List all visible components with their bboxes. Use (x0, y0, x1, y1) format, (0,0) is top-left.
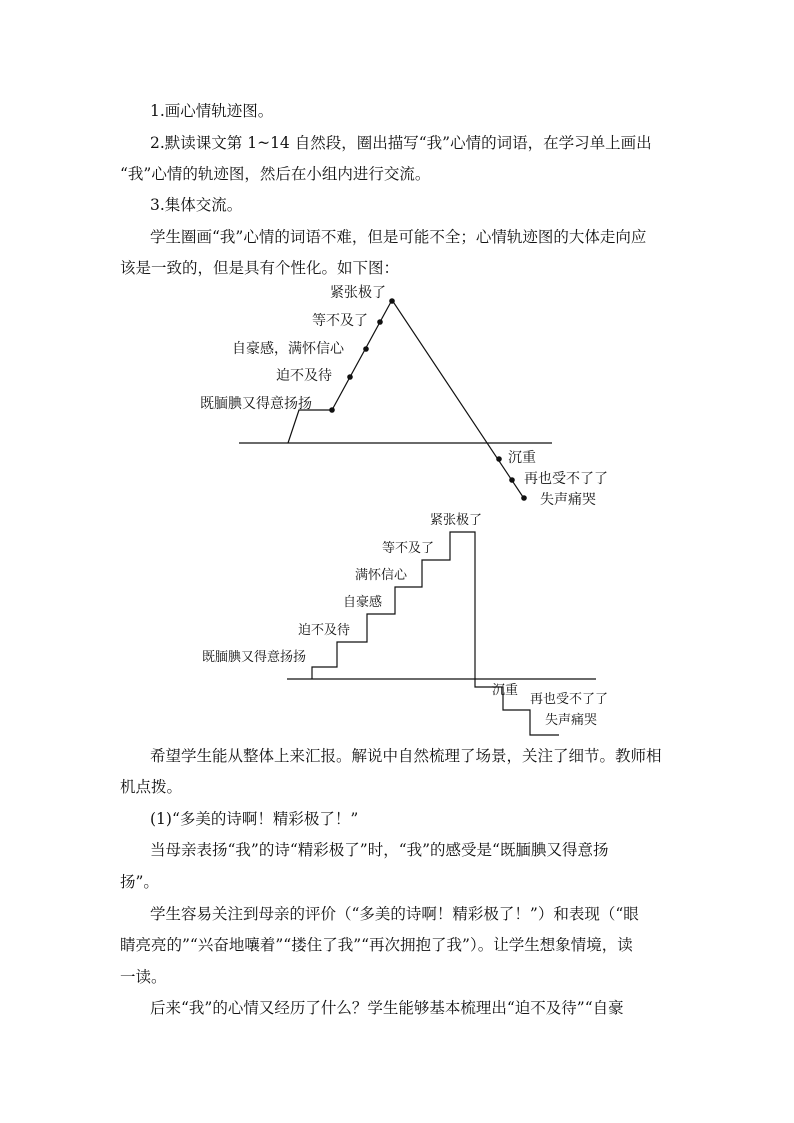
stair-zihao: 自豪感 (343, 595, 383, 610)
label-miantian: 既腼腆又得意扬扬 (200, 396, 312, 412)
stair-shisheng: 失声痛哭 (545, 713, 598, 728)
para-4-line-2: 该是一致的，但是具有个性化。如下图： (120, 259, 400, 277)
label-pobujidai: 迫不及待 (276, 368, 332, 384)
stair-zaiyeshou: 再也受不了了 (530, 692, 609, 707)
stair-miantian: 既腼腆又得意扬扬 (202, 650, 307, 665)
label-zihao: 自豪感，满怀信心 (232, 341, 344, 357)
stair-pobujidai: 迫不及待 (298, 623, 351, 638)
para-9-line-1: 后来“我”的心情又经历了什么？学生能够基本梳理出“迫不及待”“自豪 (150, 999, 624, 1017)
para-7-line-2: 扬”。 (120, 873, 159, 891)
label-zaiyeshou: 再也受不了了 (524, 471, 608, 487)
label-jinzhang: 紧张极了 (330, 285, 386, 301)
para-8-line-3: 一读。 (120, 968, 167, 986)
para-7-line-1: 当母亲表扬“我”的诗“精彩极了”时，“我”的感受是“既腼腆又得意扬 (150, 841, 609, 859)
stair-dengbuji: 等不及了 (382, 541, 435, 556)
step-2-line-2: “我”心情的轨迹图，然后在小组内进行交流。 (120, 165, 431, 183)
para-8-line-1: 学生容易关注到母亲的评价（“多美的诗啊！精彩极了！”）和表现（“眼 (150, 905, 639, 923)
para-4-line-1: 学生圈画“我”心情的词语不难，但是可能不全；心情轨迹图的大体走向应 (150, 228, 647, 246)
para-8-line-2: 睛亮亮的”“兴奋地嚷着”“搂住了我”“再次拥抱了我”）。让学生想象情境，读 (120, 936, 633, 954)
label-dengbuji: 等不及了 (312, 313, 368, 329)
step-1: 1.画心情轨迹图。 (150, 102, 274, 120)
stair-chenzhong: 沉重 (492, 683, 519, 698)
para-5-line-2: 机点拨。 (120, 778, 183, 796)
para-5-line-1: 希望学生能从整体上来汇报。解说中自然梳理了场景，关注了细节。教师相 (150, 747, 662, 765)
quote-1: (1)“多美的诗啊！精彩极了！” (150, 810, 359, 828)
stair-manhuai: 满怀信心 (355, 568, 408, 583)
step-2-line-1: 2.默读课文第 1~14 自然段，圈出描写“我”心情的词语，在学习单上画出 (150, 134, 652, 152)
label-chenzhong: 沉重 (508, 450, 536, 466)
step-3: 3.集体交流。 (150, 196, 243, 214)
stair-jinzhang: 紧张极了 (430, 513, 483, 528)
label-shisheng: 失声痛哭 (540, 492, 596, 508)
